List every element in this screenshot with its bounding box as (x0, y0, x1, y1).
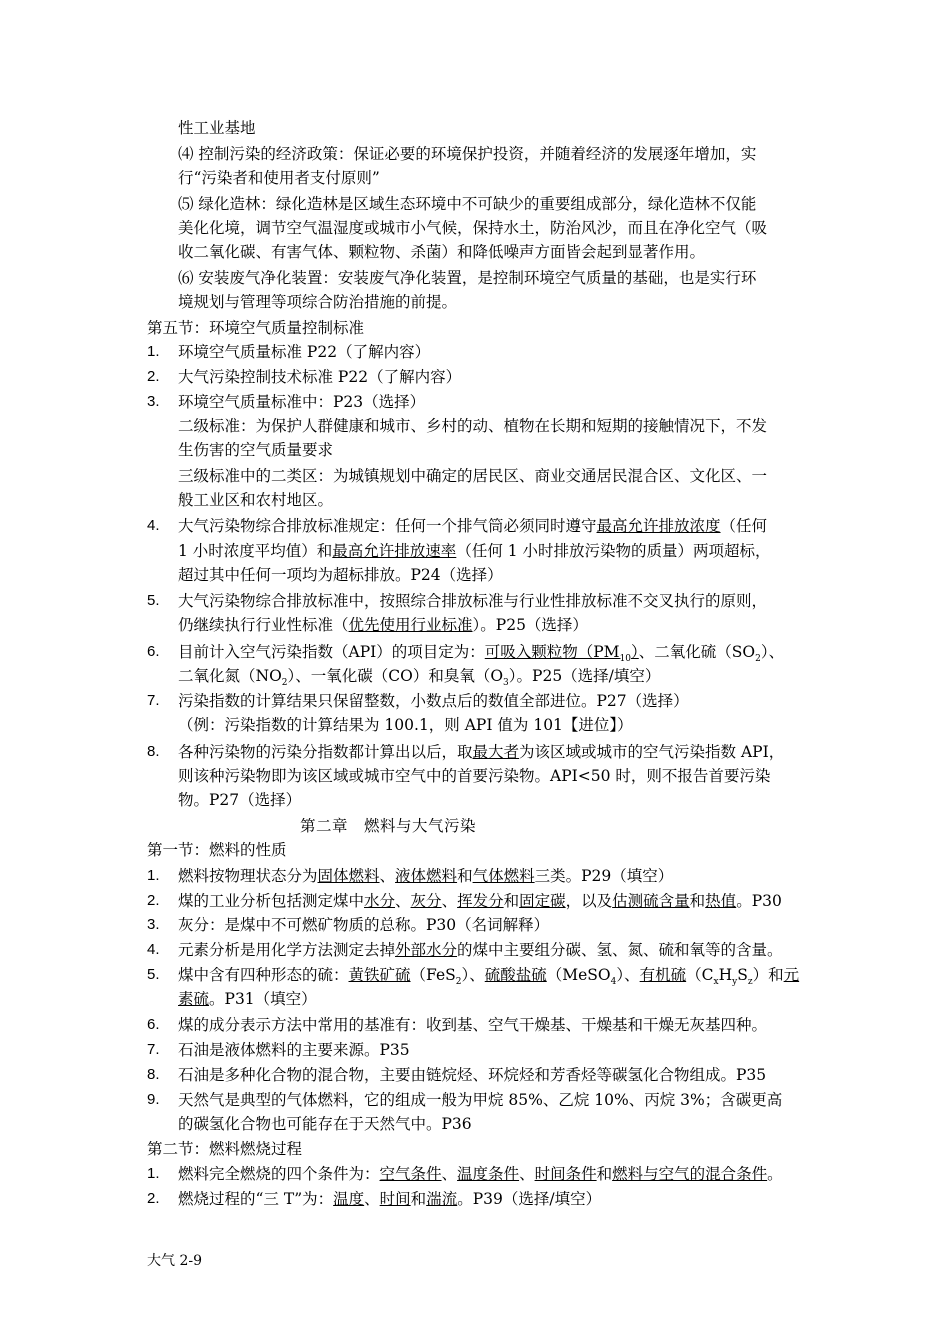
list-number: 7. (147, 1041, 160, 1058)
key-term: 估测硫含量 (612, 892, 690, 910)
list-item: 大气污染控制技术标准 P22（了解内容） (178, 368, 462, 386)
list-item: 燃烧过程的“三 T”为：温度、时间和湍流。P39（选择/填空） (178, 1190, 602, 1208)
text-line: 1 小时浓度平均值）和最高允许排放速率（任何 1 小时排放污染物的质量）两项超标， (178, 542, 771, 560)
text-line: 的碳氢化合物也可能存在于天然气中。P36 (178, 1115, 472, 1133)
list-item: 目前计入空气污染指数（API）的项目定为：可吸入颗粒物$(PM_{10})$、二氧化硫$(SO_2)$、 (178, 643, 785, 664)
text-line: 般工业区和农村地区。 (178, 491, 334, 509)
key-term: 时间 (379, 1190, 411, 1208)
list-item: 各种污染物的污染分指数都计算出以后，取最大者为该区域或城市的空气污染指数 API， (178, 743, 785, 761)
text-line: 二级标准：为保护人群健康和城市、乡村的动、植物在长期和短期的接触情况下，不发 (178, 417, 768, 435)
list-item: 灰分：是煤中不可燃矿物质的总称。P30（名词解释） (178, 916, 550, 934)
text-line: 境规划与管理等项综合防治措施的前提。 (178, 293, 458, 311)
key-term: 有机硫 (639, 966, 687, 984)
list-item: 元素分析是用化学方法测定去掉外部水分的煤中主要组分碳、氢、氮、硫和氧等的含量。 (178, 941, 783, 959)
list-number: 3. (147, 916, 160, 933)
text-line: 性工业基地 (178, 119, 256, 137)
list-item: 污染指数的计算结果只保留整数，小数点后的数值全部进位。P27（选择） (178, 692, 689, 710)
text-line: 行“污染者和使用者支付原则” (178, 169, 380, 187)
text-line: 素硫。P31（填空） (178, 990, 317, 1008)
list-item: 燃料按物理状态分为固体燃料、液体燃料和气体燃料三类。P29（填空） (178, 867, 674, 885)
list-item: 环境空气质量标准中：P23（选择） (178, 393, 426, 411)
key-term: 燃料与空气的混合条件 (612, 1165, 768, 1183)
text-line: ⑷ 控制污染的经济政策：保证必要的环境保护投资，并随着经济的发展逐年增加，实 (178, 145, 757, 163)
key-term: 元 (783, 966, 800, 984)
list-item: 天然气是典型的气体燃料，它的组成一般为甲烷 85%、乙烷 10%、丙烷 3%；含碳更高 (178, 1091, 783, 1109)
list-number: 7. (147, 692, 160, 709)
list-number: 1. (147, 1165, 160, 1182)
list-number: 2. (147, 1190, 160, 1207)
key-term: 最大者 (472, 743, 520, 761)
text-line: 二氧化氮$(NO_2)$、一氧化碳（CO）和臭氧$(O_3)$。P25（选择/填空） (178, 667, 661, 688)
list-number: 8. (147, 743, 160, 760)
section-heading: 第一节：燃料的性质 (147, 841, 287, 859)
key-term: 固体燃料 (317, 867, 380, 885)
section-heading: 第五节：环境空气质量控制标准 (147, 319, 365, 337)
list-number: 2. (147, 368, 160, 385)
section-heading: 第二节：燃料燃烧过程 (147, 1140, 303, 1158)
list-item: 大气污染物综合排放标准规定：任何一个排气筒必须同时遵守最高允许排放浓度（任何 (178, 517, 768, 535)
list-number: 4. (147, 941, 160, 958)
list-item: 煤中含有四种形态的硫：黄铁矿硫（FeS$_2$）、硫酸盐硫（MeSO$_4$）、有机硫$(C_xH_yS_z)$和元 (178, 966, 800, 987)
key-term: 优先使用行业标准 (348, 616, 473, 634)
page-footer: 大气 2-9 (147, 1253, 202, 1269)
list-number: 1. (147, 867, 160, 884)
text-line: 生伤害的空气质量要求 (178, 441, 334, 459)
list-number: 9. (147, 1091, 160, 1108)
text-line: 物。P27（选择） (178, 791, 302, 809)
list-number: 3. (147, 393, 160, 410)
list-number: 2. (147, 892, 160, 909)
list-item: 环境空气质量标准 P22（了解内容） (178, 343, 431, 361)
key-term: 外部水分 (395, 941, 458, 959)
list-number: 1. (147, 343, 160, 360)
key-term: 液体燃料 (395, 867, 458, 885)
list-item: 石油是多种化合物的混合物，主要由链烷烃、环烷烃和芳香烃等碳氢化合物组成。P35 (178, 1066, 767, 1084)
key-term: 温度 (333, 1190, 365, 1208)
list-item: 煤的成分表示方法中常用的基准有：收到基、空气干燥基、干燥基和干燥无灰基四种。 (178, 1016, 768, 1034)
text-line: （例：污染指数的计算结果为 100.1，则 API 值为 101【进位】） (178, 716, 633, 734)
chapter-title: 第二章 燃料与大气污染 (300, 817, 477, 835)
key-term: 时间条件 (534, 1165, 597, 1183)
list-item: 燃料完全燃烧的四个条件为：空气条件、温度条件、时间条件和燃料与空气的混合条件。 (178, 1165, 783, 1183)
text-line: ⑸ 绿化造林：绿化造林是区域生态环境中不可缺少的重要组成部分，绿化造林不仅能 (178, 195, 757, 213)
key-term: 温度条件 (457, 1165, 520, 1183)
list-number: 6. (147, 1016, 160, 1033)
key-term: 湍流 (426, 1190, 458, 1208)
list-number: 8. (147, 1066, 160, 1083)
list-number: 4. (147, 517, 160, 534)
key-term: 最高允许排放浓度 (596, 517, 721, 535)
key-term: 硫酸盐硫 (484, 966, 547, 984)
list-item: 大气污染物综合排放标准中，按照综合排放标准与行业性排放标准不交叉执行的原则， (178, 592, 768, 610)
list-item: 石油是液体燃料的主要来源。P35 (178, 1041, 410, 1059)
list-item: 煤的工业分析包括测定煤中水分、灰分、挥发分和固定碳，以及估测硫含量和热值。P30 (178, 892, 782, 910)
key-term: 素硫 (178, 990, 210, 1008)
text-line: 三级标准中的二类区：为城镇规划中确定的居民区、商业交通居民混合区、文化区、一 (178, 467, 768, 485)
list-number: 5. (147, 966, 160, 983)
key-term: 最高允许排放速率 (332, 542, 457, 560)
key-term: 可吸入颗粒物$(PM_{10})$ (484, 643, 639, 664)
key-term: 热值 (705, 892, 737, 910)
text-line: ⑹ 安装废气净化装置：安装废气净化装置，是控制环境空气质量的基础，也是实行环 (178, 269, 757, 287)
key-term: 黄铁矿硫 (348, 966, 411, 984)
text-line: 则该种污染物即为该区域或城市空气中的首要污染物。API<50 时，则不报告首要污染 (178, 767, 771, 785)
text-line: 美化化境，调节空气温湿度或城市小气候，保持水土，防治风沙，而且在净化空气（吸 (178, 219, 768, 237)
key-term: 气体燃料 (472, 867, 535, 885)
key-term: 固定碳 (519, 892, 566, 910)
text-line: 收二氧化碳、有害气体、颗粒物、杀菌）和降低噪声方面皆会起到显著作用。 (178, 243, 706, 261)
key-term: 水分 (364, 892, 396, 910)
list-number: 5. (147, 592, 160, 609)
key-term: 灰分 (410, 892, 442, 910)
text-line: 仍继续执行行业性标准（优先使用行业标准）。P25（选择） (178, 616, 588, 634)
text-line: 超过其中任何一项均为超标排放。P24（选择） (178, 566, 503, 584)
list-number: 6. (147, 643, 160, 660)
key-term: 挥发分 (457, 892, 504, 910)
key-term: 空气条件 (379, 1165, 442, 1183)
